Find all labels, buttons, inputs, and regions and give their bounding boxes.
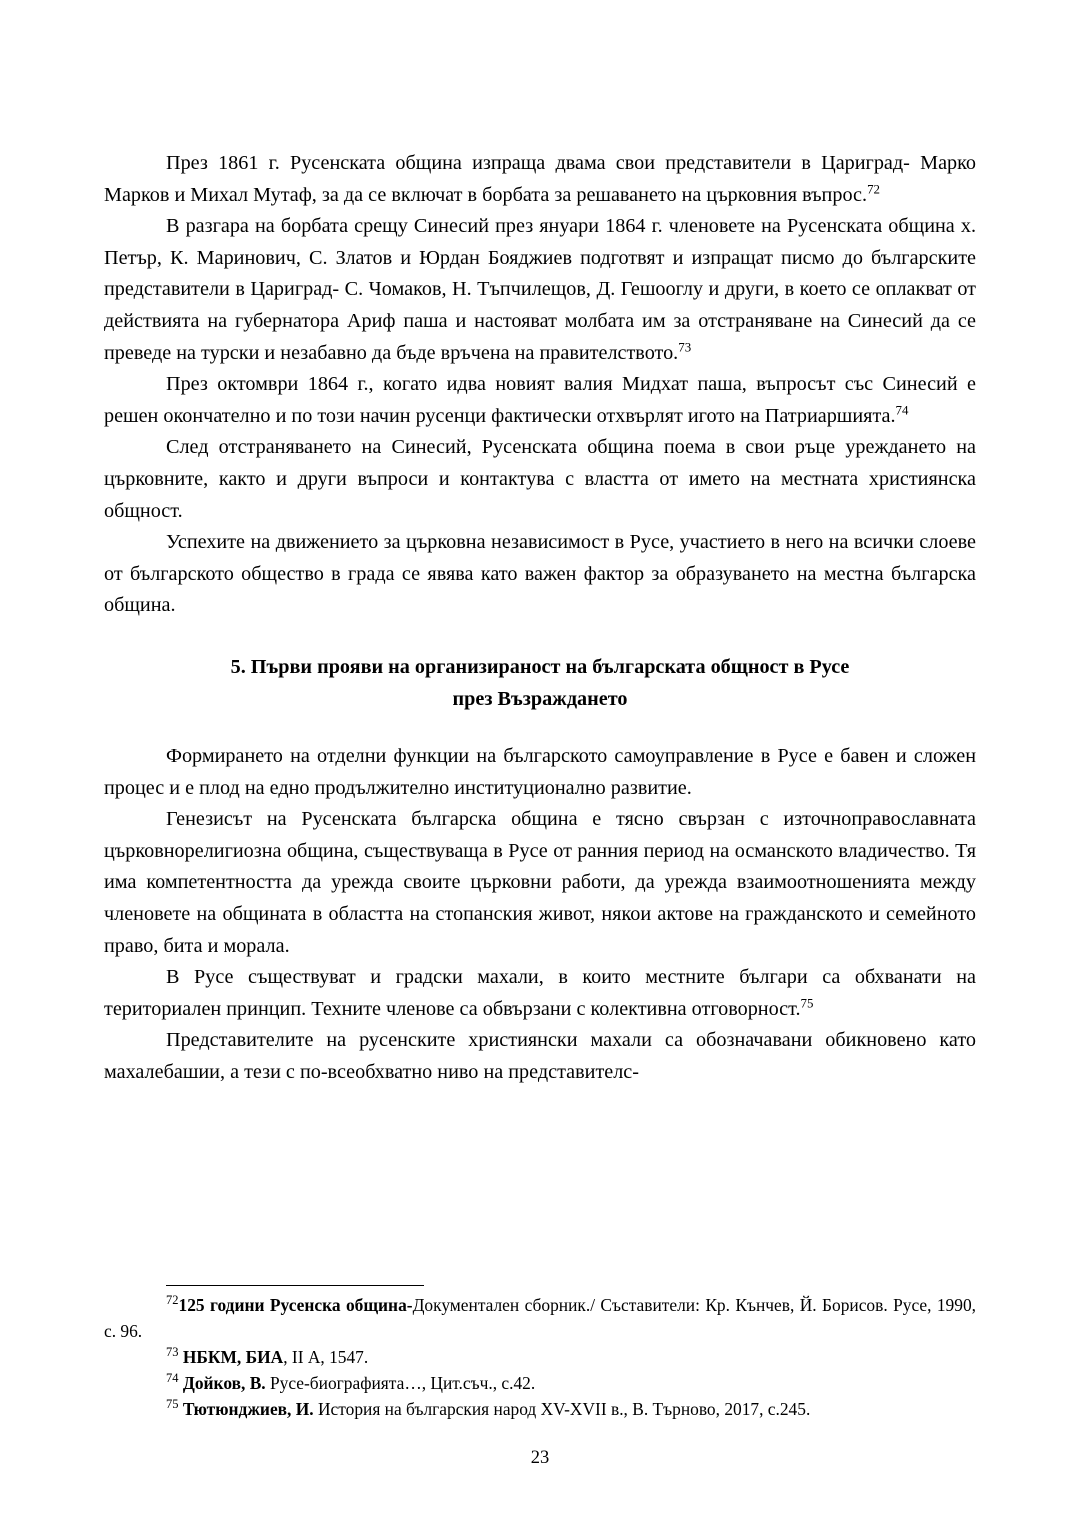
- footnote-text: , II А, 1547.: [283, 1347, 369, 1367]
- paragraph-text: След отстраняването на Синесий, Русенската община поема в свои ръце уреждането на църковните, както и други въпроси и контактува с властта от името на местната християнска общност.: [104, 436, 976, 522]
- footnote-number: 74: [166, 1371, 179, 1386]
- body-text-block-top: [104, 148, 976, 622]
- section-heading-line-2: през Възраждането: [452, 687, 628, 710]
- footnote-number: 73: [166, 1345, 179, 1360]
- paragraph-text: Успехите на движението за църковна независимост в Русе, участието в него на всички слоеве от българското общество в града се явява като важен фактор за образуването на местна българска община.: [104, 531, 976, 617]
- paragraph: [104, 1025, 976, 1088]
- page-number: 23: [530, 1448, 550, 1468]
- paragraph: [104, 741, 976, 804]
- paragraph-text: В разгара на борбата срещу Синесий през януари 1864 г. членовете на Русенската община х. Петър, К. Маринович, С. Златов и Юрдан Бояджиев подготвят и изпращат писмо до българските представители в Цариград- С. Чомаков, Н. Тъпчилещов, Д. Гешооглу и други, в което се оплакват от действията на губернатора Ариф паша и настояват молбата им за отстраняване на Синесий да се преведе на турски и незабавно да бъде връчена на правителството.: [104, 215, 976, 364]
- section-heading: [104, 652, 976, 715]
- paragraph: [104, 211, 976, 369]
- footnote-ref[interactable]: 75: [800, 995, 814, 1011]
- footnote-text: История на българския народ XV-XVII в., В. Търново, 2017, с.245.: [313, 1399, 811, 1419]
- body-text-block-bottom: [104, 741, 976, 1089]
- footnote-bold-title: Дойков, В.: [182, 1373, 266, 1393]
- paragraph: [104, 527, 976, 622]
- footnote-bold-title: 125 години Русенска община-: [178, 1295, 413, 1315]
- footnote-ref[interactable]: 74: [895, 402, 909, 418]
- paragraph-text: Генезисът на Русенската българска община е тясно свързан с източноправославната църковнорелигиозна община, съществуваща в Русе от ранния период на османското владичество. Тя има компетентността да урежда своите църковни работи, да урежда взаимоотношенията между членовете на общината в областта на стопанския живот, някои актове на гражданското и семейното право, бита и морала.: [104, 808, 976, 957]
- section-heading-line-1: 5. Първи прояви на организираност на българската общност в Русе: [230, 655, 850, 678]
- footnote-ref[interactable]: 73: [678, 338, 692, 354]
- paragraph: [104, 148, 976, 211]
- paragraph-text: През октомври 1864 г., когато идва новият валия Мидхат паша, въпросът със Синесий е решен окончателно и по този начин русенци фактически отхвърлят игото на Патриаршията.: [104, 373, 976, 427]
- footnote-item: [104, 1370, 976, 1396]
- footnote-bold-title: НБКМ, БИА: [182, 1347, 284, 1367]
- paragraph-text: Формирането на отделни функции на българското самоуправление в Русе е бавен и сложен процес и е плод на едно продължително институционално развитие.: [104, 745, 976, 799]
- paragraph-text: В Русе съществуват и градски махали, в които местните българи са обхванати на териториален принцип. Техните членове са обвързани с колективна отговорност.: [104, 966, 976, 1020]
- paragraph: [104, 369, 976, 432]
- footnote-separator-rule: [166, 1285, 424, 1286]
- footnote-number: 72: [166, 1293, 179, 1308]
- footnote-item: [104, 1292, 976, 1344]
- footnote-text: Русе-биографията…, Цит.съч., с.42.: [265, 1373, 536, 1393]
- footnote-item: [104, 1344, 976, 1370]
- paragraph: [104, 432, 976, 527]
- paragraph-text: През 1861 г. Русенската община изпраща двама свои представители в Цариград- Марко Марков и Михал Мутаф, за да се включат в борбата за решаването на църковния въпрос.: [104, 152, 976, 206]
- footnote-item: [104, 1396, 976, 1422]
- footnote-ref[interactable]: 72: [867, 180, 880, 196]
- footnote-bold-title: Тютюнджиев, И.: [182, 1399, 314, 1419]
- footnote-number: 75: [166, 1397, 179, 1412]
- footnote-text: Документален сборник./ Съставители: Кр. Кънчев, Й. Борисов. Русе, 1990, с. 96.: [104, 1295, 976, 1341]
- paragraph-text: Представителите на русенските християнски махали са обозначавани обикновено като махалебашии, а тези с по-всеобхватно ниво на представителс-: [104, 1029, 976, 1084]
- footnotes-section: [104, 1285, 976, 1422]
- paragraph: [104, 962, 976, 1025]
- paragraph: [104, 804, 976, 962]
